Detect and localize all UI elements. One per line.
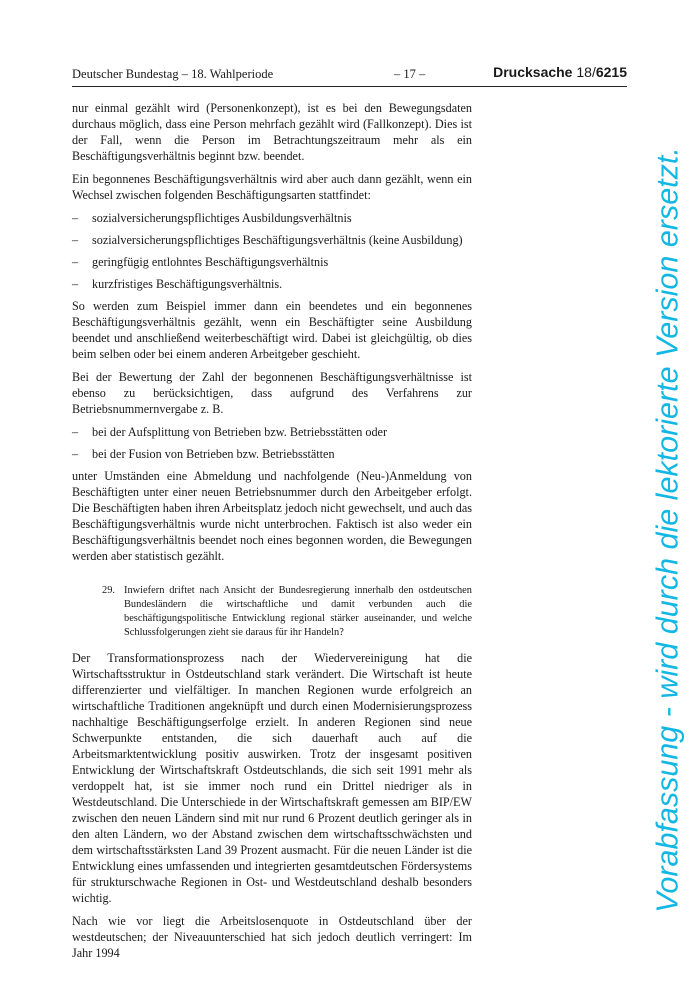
dash-bullet: – bbox=[72, 425, 79, 439]
paragraph: Nach wie vor liegt die Arbeitslosenquote in Ostdeutschland über der westdeutschen; der Niveauunterschied hat sich jedoch deutlich verringert: Im Jahr 1994 bbox=[72, 914, 472, 960]
draft-watermark: Vorabfassung - wird durch die lektorierte Version ersetzt. bbox=[650, 147, 685, 913]
paragraph: Bei der Bewertung der Zahl der begonnenen Beschäftigungsverhältnisse ist ebenso zu berücksichtigen, dass aufgrund des Verfahrens zur Betriebsnummernvergabe z. B. bbox=[72, 370, 472, 416]
list-item-text: sozialversicherungspflichtiges Beschäftigungsverhältnis (keine Ausbildung) bbox=[92, 233, 463, 247]
paragraph: unter Umständen eine Abmeldung und nachfolgende (Neu-)Anmeldung von Beschäftigten unter einer neuen Betriebsnummer durch den Arbeitgeber erfolgt. Die Beschäftigten haben ihren Arbeitsplatz jedoch nicht gewechselt, und auch das Beschäftigungsverhältnis wurde nicht unterbrochen. Faktisch ist also weder ein Beschäftigungsverhältnis beendet noch eines begonnen worden, die Bewegungen werden aber statistisch gezählt. bbox=[72, 469, 472, 563]
dash-bullet: – bbox=[72, 255, 79, 269]
paragraph: Ein begonnenes Beschäftigungsverhältnis wird aber auch dann gezählt, wenn ein Wechsel zwischen folgenden Beschäftigungsarten stattfindet: bbox=[72, 172, 472, 202]
dash-bullet: – bbox=[72, 277, 79, 291]
header-doc-prefix: 18/ bbox=[576, 64, 596, 80]
document-body bbox=[72, 100, 472, 968]
page-header bbox=[72, 64, 627, 87]
header-doc-number: 6215 bbox=[595, 64, 627, 80]
dash-bullet: – bbox=[72, 211, 79, 225]
list-item bbox=[72, 232, 472, 248]
paragraph: nur einmal gezählt wird (Personenkonzept), ist es bei den Bewegungsdaten durchaus möglich, dass eine Person mehrfach gezählt wird (Fallkonzept). Dies ist der Fall, wenn die Person im Betrachtungszeitraum mehr als ein Beschäftigungsverhältnis beginnt bzw. beendet. bbox=[72, 101, 472, 163]
header-parliament: Deutscher Bundestag – 18. Wahlperiode bbox=[72, 67, 274, 81]
list-item bbox=[72, 424, 472, 440]
question-block bbox=[102, 584, 472, 640]
list-item-text: bei der Fusion von Betrieben bzw. Betriebsstätten bbox=[92, 447, 335, 461]
dash-bullet: – bbox=[72, 233, 79, 247]
list-item-text: bei der Aufsplittung von Betrieben bzw. Betriebsstätten oder bbox=[92, 425, 388, 439]
list-item bbox=[72, 276, 472, 292]
header-document-number bbox=[493, 64, 627, 80]
question-text: Inwiefern driftet nach Ansicht der Bundesregierung innerhalb den ostdeutschen Bundesländern die wirtschaftliche und damit verbunden auch die beschäftigungspolitische Entwicklung regional stärker auseinander, und welche Schlussfolgerungen zieht sie daraus für ihr Handeln? bbox=[124, 585, 472, 638]
header-page-number: – 17 – bbox=[394, 67, 426, 81]
list-item-text: sozialversicherungspflichtiges Ausbildungsverhältnis bbox=[92, 211, 352, 225]
dash-bullet: – bbox=[72, 447, 79, 461]
list-item bbox=[72, 254, 472, 270]
list-item-text: geringfügig entlohntes Beschäftigungsverhältnis bbox=[92, 255, 329, 269]
paragraph: Der Transformationsprozess nach der Wiedervereinigung hat die Wirtschaftsstruktur in Ostdeutschland stark verändert. Die Wirtschaft ist heute differenzierter und vielfältiger. In manchen Regionen wurde erfolgreich an wirtschaftliche Traditionen angeknüpft und durch einen Modernisierungsprozess nachhaltige Beschäftigungserfolge erzielt. In anderen Regionen sind neue Schwerpunkte entstanden, die sich dauerhaft auch auf die Arbeitsmarktentwicklung positiv auswirken. Trotz der insgesamt positiven Entwicklung der Wirtschaftskraft Ostdeutschlands, die sich seit 1991 mehr als verdoppelt hat, ist sie immer noch rund ein Drittel niedriger als in Westdeutschland. Die Unterschiede in der Wirtschaftskraft gemessen am BIP/EW zwischen den neuen Ländern sind mit nur rund 6 Prozent deutlich geringer als in den alten Ländern, wo der Abstand zwischen dem wirtschaftsschwächsten und dem wirtschaftsstärksten Land 39 Prozent ausmacht. Für die neuen Länder ist die Entwicklung eines umfassenden und integrierten gesamtdeutschen Fördersystems für strukturschwache Regionen in Ost- und Westdeutschland deshalb besonders wichtig. bbox=[72, 651, 472, 905]
list-item-text: kurzfristiges Beschäftigungsverhältnis. bbox=[92, 277, 283, 291]
list-item bbox=[72, 210, 472, 226]
paragraph: So werden zum Beispiel immer dann ein beendetes und ein begonnenes Beschäftigungsverhältnis gezählt, wenn ein Beschäftigter seine Ausbildung beendet und anschließend weiterbeschäftigt wird. Dabei ist gleichgültig, ob dies beim selben oder bei einem anderen Arbeitgeber geschieht. bbox=[72, 299, 472, 361]
header-doc-label: Drucksache bbox=[493, 64, 573, 80]
list-item bbox=[72, 446, 472, 462]
question-number: 29. bbox=[102, 585, 115, 596]
